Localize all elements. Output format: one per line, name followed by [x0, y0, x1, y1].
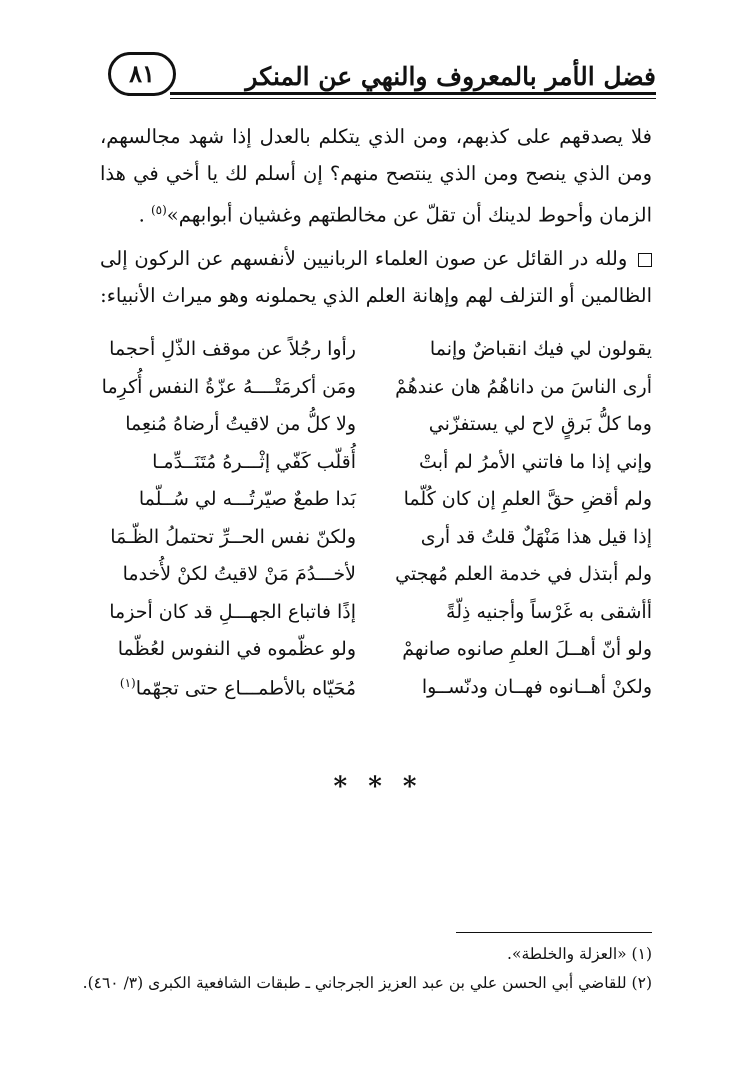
first-hemistich: أأشقى به غَرْساً وأجنيه ذِلّةً	[446, 600, 652, 623]
page-number: ٨١	[108, 52, 176, 96]
footnote-reference: (١)	[119, 675, 136, 690]
paragraph-1	[100, 118, 652, 234]
paragraph-line: فلا يصدقهم على كذبهم، ومن الذي يتكلم بالعدل إذا شهد مجالسهم، ومن	[100, 125, 652, 185]
poem-verse	[100, 526, 652, 564]
second-hemistich: ومَن أكرمَتْــــهُ عزّةُ النفس أُكرِما	[101, 375, 356, 398]
first-hemistich: يقولون لي فيك انقباضٌ وإنما	[429, 338, 652, 360]
page-header	[104, 48, 656, 106]
first-hemistich: وإني إذا ما فاتني الأمرُ لم أبتْ	[419, 450, 652, 473]
paragraph-line: وأحوط لدينك أن تقلّ عن مخالطتهم وغشيان أبوابهم»	[166, 203, 593, 227]
poem-verse	[100, 488, 652, 526]
poem-verse	[100, 638, 652, 676]
section-separator: * * *	[333, 772, 423, 802]
second-hemistich: رأوا رجُلاً عن موقف الذّلِ أحجما	[109, 338, 356, 360]
running-title: فضل الأمر بالمعروف والنهي عن المنكر	[245, 62, 656, 91]
first-hemistich: ولكنْ أهــانوه فهــان ودنّســوا	[421, 675, 652, 698]
first-hemistich: ولو أنّ أهــلَ العلمِ صانوه صانهمْ	[402, 638, 652, 660]
poem-verse	[100, 676, 652, 714]
second-hemistich: لأخـــدُمَ مَنْ لاقيتُ لكنْ لأُخدما	[122, 563, 356, 585]
paragraph-line: الذي ينصح ومن الذي ينتصح منهم؟ إن أسلم لك يا أخي في هذا الزمان	[100, 162, 652, 227]
paragraph-line: الظالمين أو التزلف لهم وإهانة العلم الذي يحملونه وهو ميراث الأنبياء:	[100, 284, 652, 307]
second-hemistich: أُقلّب كَفّي إثْـــرهُ مُتَنَــدِّمـا	[152, 450, 356, 473]
second-hemistich: ولا كلُّ من لاقيتُ أرضاهُ مُنعِما	[125, 413, 356, 435]
poem-verse	[100, 563, 652, 601]
square-marker-icon	[638, 253, 652, 267]
hemistich-text: مُحَيّاه بالأطمـــاع حتى تجهّما	[135, 676, 356, 699]
first-hemistich: ولم أقضِ حقَّ العلمِ إن كان كُلّما	[403, 488, 652, 510]
footnote: (٢) للقاضي أبي الحسن علي بن عبد العزيز الجرجاني ـ طبقات الشافعية الكبرى (٣/ ٤٦٠).	[82, 974, 652, 992]
poem	[100, 338, 652, 713]
first-hemistich: وما كلُّ بَرقٍ لاح لي يستفزّني	[428, 413, 652, 435]
first-hemistich: ولم أبتذل في خدمة العلم مُهجتي	[395, 563, 652, 585]
paragraph-end: .	[138, 203, 151, 227]
second-hemistich: إذًا فاتباع الجهـــلِ قد كان أحزما	[109, 600, 356, 623]
footnote-reference: (٥)	[150, 203, 167, 217]
second-hemistich: ولو عظّموه في النفوس لعُظّما	[117, 638, 356, 660]
second-hemistich: ولكنّ نفس الحــرِّ تحتملُ الظّـمَا	[110, 525, 356, 548]
second-hemistich	[100, 676, 356, 699]
poem-verse	[100, 601, 652, 639]
poem-verse	[100, 338, 652, 376]
poem-verse	[100, 376, 652, 414]
second-hemistich: بَدا طمعٌ صيّرتُـــه لي سُــلّما	[138, 488, 356, 510]
header-rule	[170, 92, 656, 95]
paragraph-line: ولله در القائل عن صون العلماء الربانيين لأنفسهم عن الركون إلى	[100, 247, 628, 270]
paragraph-2	[100, 240, 652, 314]
footnote-rule	[456, 932, 652, 933]
poem-verse	[100, 413, 652, 451]
first-hemistich: أرى الناسَ من داناهُمُ هان عندهُمْ	[395, 375, 652, 398]
header-rule-thin	[170, 98, 656, 99]
footnote: (١) «العزلة والخلطة».	[507, 945, 652, 963]
poem-verse	[100, 451, 652, 489]
first-hemistich: إذا قيل هذا مَنْهَلٌ قلتُ قد أرى	[420, 525, 652, 548]
footnotes	[82, 940, 652, 998]
